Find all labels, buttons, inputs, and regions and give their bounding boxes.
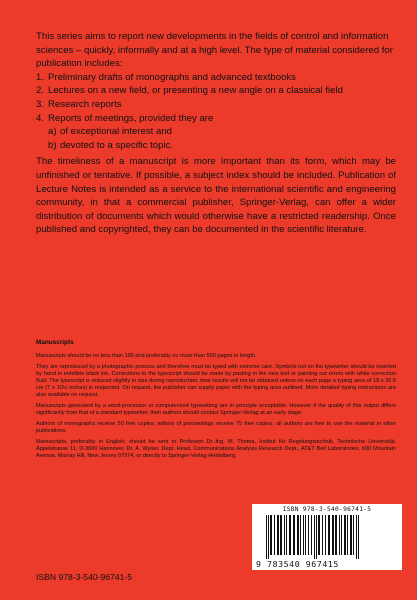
manuscripts-heading: Manuscripts <box>36 339 74 346</box>
barcode-bar <box>325 515 326 555</box>
barcode-bar <box>356 515 357 559</box>
barcode-bar <box>341 515 342 555</box>
barcode-bars <box>264 515 392 559</box>
barcode-isbn: ISBN 978-3-540-96741-5 <box>282 506 372 513</box>
material-type-item <box>36 98 396 112</box>
barcode-bar <box>293 515 295 555</box>
manuscripts-paragraph: Manuscripts should be no less than 100 and preferably no more than 500 pages in length. <box>36 353 257 359</box>
barcode-bar <box>266 515 267 559</box>
barcode-bar <box>308 515 309 555</box>
item-number: 1. <box>36 71 45 83</box>
item-number: 2. <box>36 85 45 97</box>
barcode-bar <box>332 515 334 555</box>
item-text: of exceptional interest and <box>60 126 173 138</box>
barcode-bar <box>350 515 352 555</box>
condition-item <box>48 139 396 153</box>
timeliness-paragraph: The timeliness of a manuscript is more important than its form, which may be unfinished or tentative. If possible, a subject index should be included. Publication of Lecture Notes is intended as a service to the international scientific and engineering community, in that a commercial publisher, Springer-Verlag, can offer a wider distribution of documents which would otherwise have a restricted readership. Once published and copyrighted, they can be documented in the scientific literature. <box>36 156 396 236</box>
item-number: 4. <box>36 112 45 124</box>
meeting-conditions-list <box>36 125 396 152</box>
barcode-bar <box>297 515 299 555</box>
barcode-bar <box>289 515 291 555</box>
barcode-bar <box>268 515 269 559</box>
item-text: Reports of meetings, provided they are <box>48 112 214 124</box>
barcode-bar <box>335 515 337 555</box>
barcode-bar <box>270 515 272 555</box>
manuscripts-paragraph: Manuscripts generated by a word-processor or computerized typesetting are in principle acceptable. However if the quality of this output differs significantly from that of a standard typewriter, then authors should contact Springer-Verlag at an early stage. <box>36 403 396 417</box>
barcode-digits: 9 783540 967415 <box>256 559 339 569</box>
barcode-bar <box>277 515 279 555</box>
series-lead: This series aims to report new developments in the fields of control and information sciences – quickly, informally and at a high level. The type of material considered for publication includes: <box>36 31 393 70</box>
barcode-bar <box>344 515 346 555</box>
item-number: 3. <box>36 98 45 110</box>
item-text: Research reports <box>48 98 122 110</box>
item-text: Lectures on a new field, or presenting a new angle on a classical field <box>48 85 343 97</box>
barcode-bar <box>316 515 317 559</box>
item-text: Preliminary drafts of monographs and advanced textbooks <box>48 71 296 83</box>
material-type-item <box>36 112 396 126</box>
barcode-bar <box>347 515 348 555</box>
material-type-item <box>36 84 396 98</box>
barcode-bar <box>280 515 282 555</box>
barcode-bar <box>318 515 320 555</box>
barcode-bar <box>286 515 287 555</box>
item-text: devoted to a specific topic. <box>60 139 174 151</box>
barcode-bar <box>339 515 340 555</box>
manuscripts-paragraph: Authors of monographs receive 50 free copies; editors of proceedings receive 75 free copies; all authors are free to use the material in other publications. <box>36 421 396 435</box>
material-type-item <box>36 71 396 85</box>
item-letter: a) <box>48 126 57 138</box>
item-letter: b) <box>48 139 57 151</box>
barcode-bar <box>328 515 330 555</box>
barcode-bar <box>353 515 354 555</box>
barcode-bar <box>305 515 306 555</box>
barcode-bar <box>314 515 315 559</box>
series-description <box>36 30 396 237</box>
barcode-box <box>252 504 402 570</box>
barcode-bar <box>300 515 301 555</box>
barcode-bar <box>311 515 312 555</box>
manuscripts-paragraph: Manuscripts, preferably in English, should be sent to Professor Dr.-Ing. M. Thoma, Institut für Regelungstechnik, Technische Universität, Appelstrasse 11, D-3000 Hannover, Dr. A. Wyner, Dept. Head, Communications Analysis Research Dept., AT&T Bell Laboratories, 600 Mountain Avenue, Murray Hill, New Jersey 07974, or directly to Springer-Verlag Heidelberg. <box>36 438 396 460</box>
barcode-bar <box>284 515 285 555</box>
manuscripts-section <box>36 339 396 464</box>
barcode-bar <box>274 515 275 555</box>
barcode-bar <box>358 515 359 559</box>
manuscripts-paragraph: They are reproduced by a photographic process and therefore must be typed with extreme care. Symbols not on the typewriter should be inserted by hand in indelible black ink. Corrections to the typescript should be made by pasting in the new text or painting out errors with white correction fluid. The typescript is reduced slightly in size during reproduction; best results will not be obtained unless on each page a typing area of 18 x 26.5 cm (7 x 10½ inches) is respected. On request, the publisher can supply paper with the typing area outlined. More detailed typing instructions are also available on request. <box>36 363 396 399</box>
barcode-bar <box>322 515 323 555</box>
barcode-bar <box>303 515 304 555</box>
material-types-list <box>36 71 396 125</box>
isbn-label: ISBN 978-3-540-96741-5 <box>36 572 133 582</box>
condition-item <box>48 125 396 139</box>
